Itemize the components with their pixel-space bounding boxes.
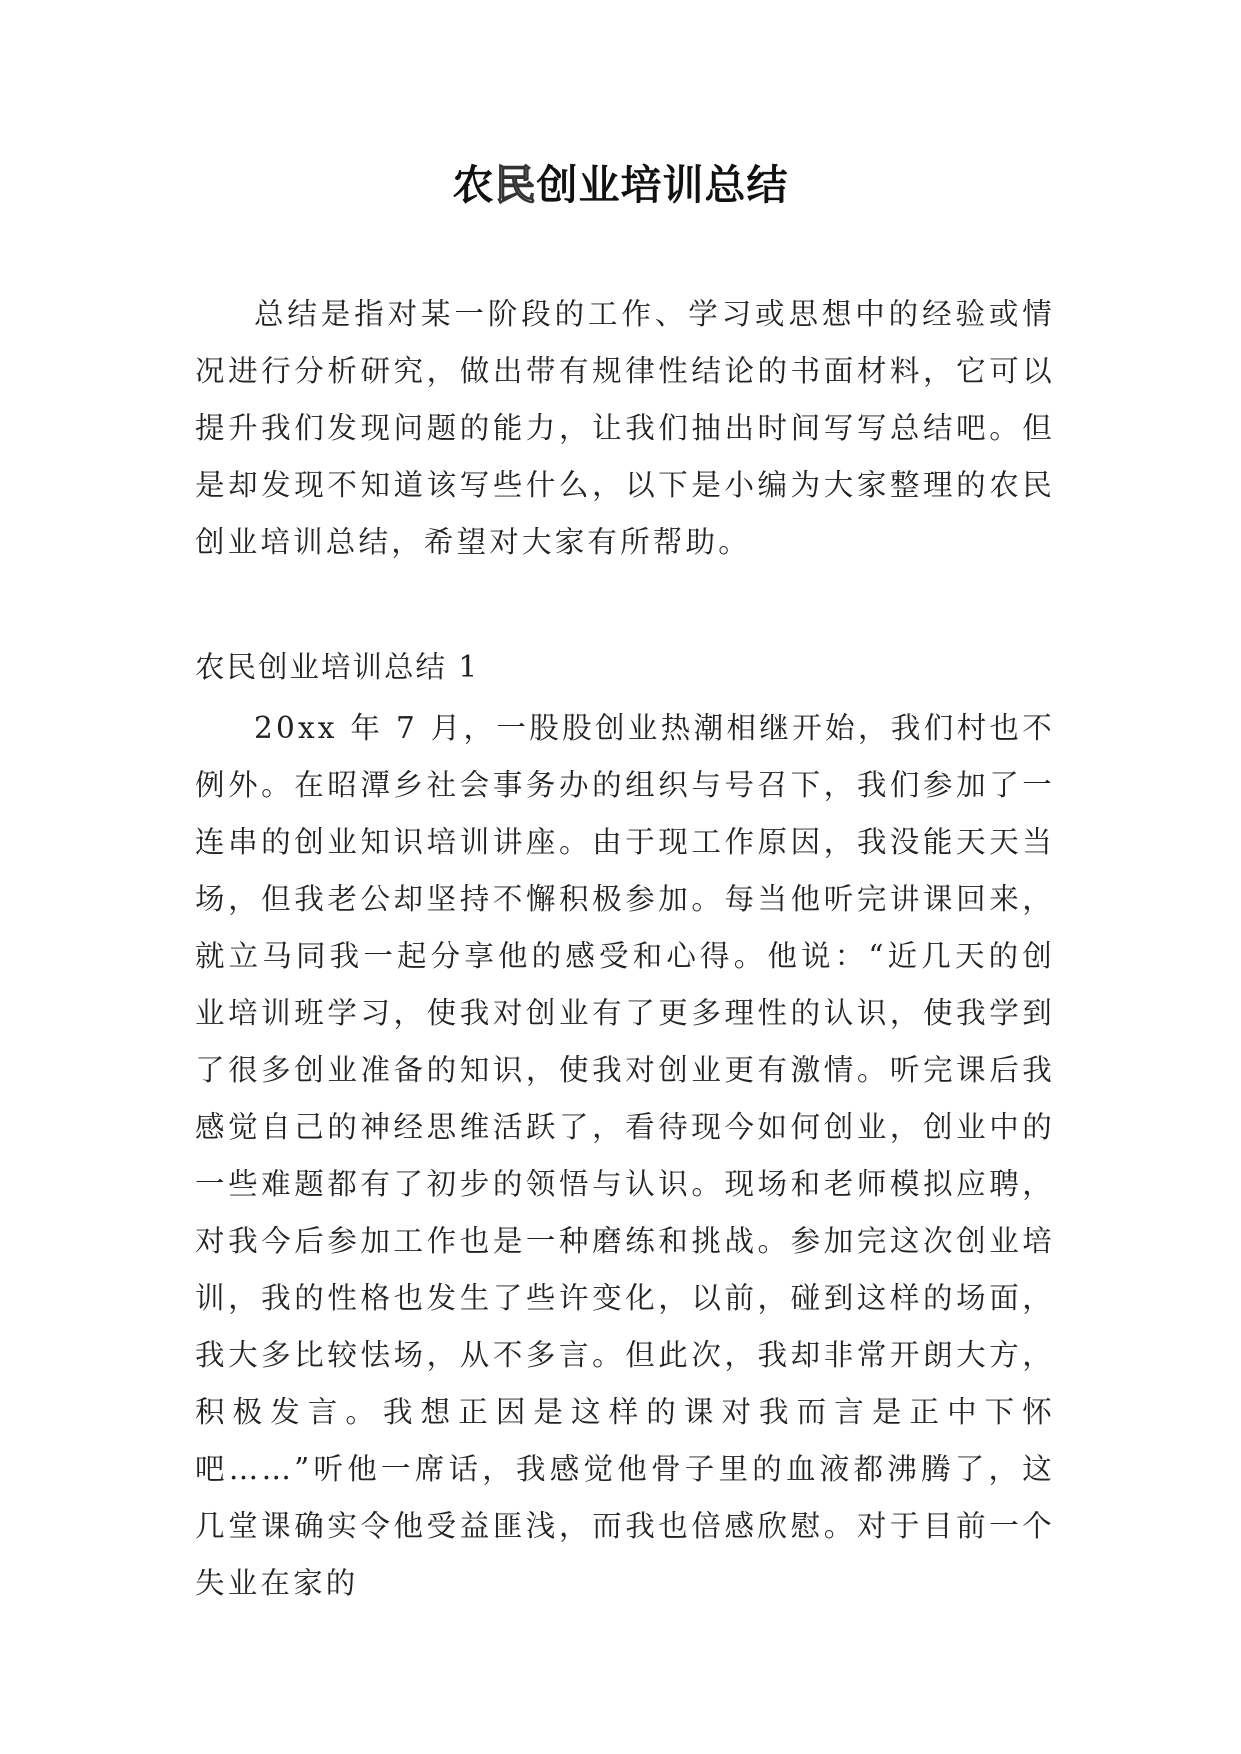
intro-section — [195, 286, 1055, 571]
intro-paragraph: 总结是指对某一阶段的工作、学习或思想中的经验或情况进行分析研究，做出带有规律性结论的书面材料，它可以提升我们发现问题的能力，让我们抽出时间写写总结吧。但是却发现不知道该写些什么，以下是小编为大家整理的农民创业培训总结，希望对大家有所帮助。 — [195, 297, 1055, 559]
body-paragraph: 20xx 年 7 月，一股股创业热潮相继开始，我们村也不例外。在昭潭乡社会事务办的组织与号召下，我们参加了一连串的创业知识培训讲座。由于现工作原因，我没能天天当场，但我老公却坚持不懈积极参加。每当他听完讲课回来，就立马同我一起分享他的感受和心得。他说：“近几天的创业培训班学习，使我对创业有了更多理性的认识，使我学到了很多创业准备的知识，使我对创业更有激情。听完课后我感觉自己的神经思维活跃了，看待现今如何创业，创业中的一些难题都有了初步的领悟与认识。现场和老师模拟应聘，对我今后参加工作也是一种磨练和挑战。参加完这次创业培训，我的性格也发生了些许变化，以前，碰到这样的场面，我大多比较怯场，从不多言。但此次，我却非常开朗大方，积极发言。我想正因是这样的课对我而言是正中下怀吧……”听他一席话，我感觉他骨子里的血液都沸腾了，这几堂课确实令他受益匪浅，而我也倍感欣慰。对于目前一个失业在家的 — [195, 711, 1055, 1600]
title-text-part1: 农 — [452, 161, 495, 209]
title-text-part3: 创业培训总结 — [536, 161, 789, 209]
title-text-part2: 民 — [494, 161, 537, 209]
section-heading: 农民创业培训总结 1 — [195, 650, 480, 684]
body-section — [195, 700, 1055, 1612]
document-title — [0, 152, 1241, 211]
